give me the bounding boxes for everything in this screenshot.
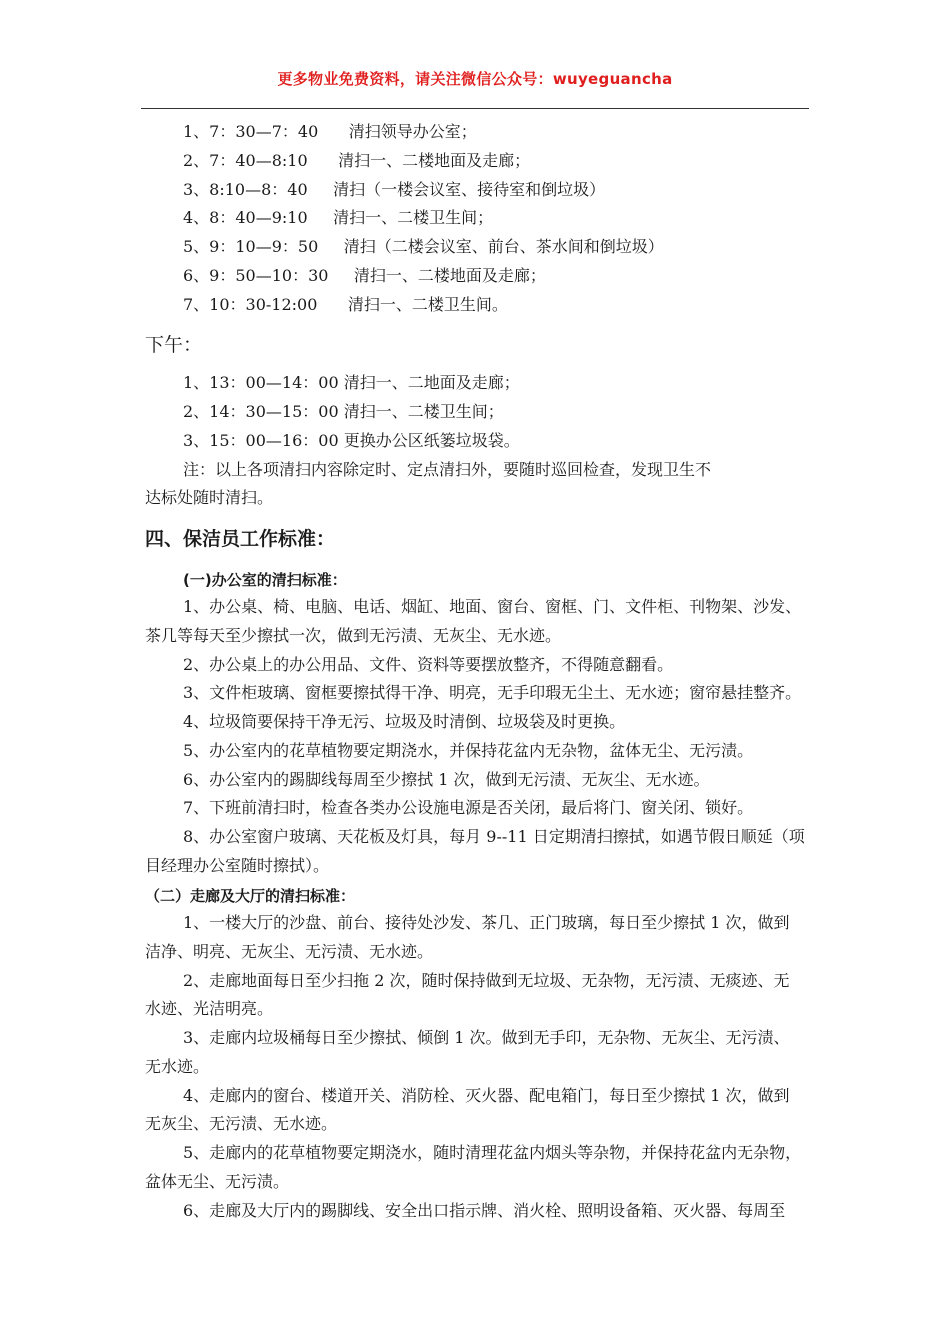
morning-schedule-item: 1、7：30—7：40 清扫领导办公室；	[183, 122, 477, 141]
morning-schedule-item: 7、10：30-12:00 清扫一、二楼卫生间。	[183, 295, 508, 314]
office-standard-line: 1、办公桌、椅、电脑、电话、烟缸、地面、窗台、窗框、门、文件柜、刊物架、沙发、	[183, 597, 802, 616]
corridor-standard-line: 洁净、明亮、无灰尘、无污渍、无水迹。	[145, 942, 434, 961]
office-standard-line: 7、下班前清扫时，检查各类办公设施电源是否关闭，最后将门、窗关闭、锁好。	[183, 798, 754, 817]
morning-schedule-item: 6、9：50—10：30 清扫一、二楼地面及走廊；	[183, 266, 546, 285]
subsection-office-title: (一)办公室的清扫标准：	[183, 571, 347, 589]
corridor-standard-line: 5、走廊内的花草植物要定期浇水，随时清理花盆内烟头等杂物，并保持花盆内无杂物，	[183, 1143, 802, 1162]
office-standard-line: 5、办公室内的花草植物要定期浇水，并保持花盆内无杂物，盆体无尘、无污渍。	[183, 741, 754, 760]
corridor-standard-line: 2、走廊地面每日至少扫拖 2 次，随时保持做到无垃圾、无杂物，无污渍、无痰迹、无	[183, 971, 790, 990]
morning-schedule-item: 3、8:10—8：40 清扫（一楼会议室、接待室和倒垃圾）	[183, 180, 606, 199]
afternoon-heading: 下午：	[145, 334, 203, 356]
corridor-standard-line: 3、走廊内垃圾桶每日至少擦拭、倾倒 1 次。做到无手印，无杂物、无灰尘、无污渍、	[183, 1028, 790, 1047]
afternoon-schedule-item: 2、14：30—15：00 清扫一、二楼卫生间；	[183, 402, 504, 421]
office-standard-line: 4、垃圾筒要保持干净无污、垃圾及时清倒、垃圾袋及时更换。	[183, 712, 626, 731]
corridor-standard-line: 无水迹。	[145, 1057, 210, 1076]
office-standard-line: 3、文件柜玻璃、窗框要擦拭得干净、明亮，无手印瑕无尘土、无水迹；窗帘悬挂整齐。	[183, 683, 802, 702]
morning-schedule-item: 5、9：10—9：50 清扫（二楼会议室、前台、茶水间和倒垃圾）	[183, 237, 664, 256]
afternoon-note: 注：以上各项清扫内容除定时、定点清扫外，要随时巡回检查，发现卫生不	[183, 460, 712, 479]
office-standard-line: 8、办公室窗户玻璃、天花板及灯具，每月 9--11 日定期清扫擦拭，如遇节假日顺延（项	[183, 827, 805, 846]
page-header-promo: 更多物业免费资料，请关注微信公众号：wuyeguancha	[277, 70, 673, 88]
corridor-standard-line: 1、一楼大厅的沙盘、前台、接待处沙发、茶几、正门玻璃，每日至少擦拭 1 次，做到	[183, 913, 790, 932]
corridor-standard-line: 无灰尘、无污渍、无水迹。	[145, 1114, 338, 1133]
office-standard-line: 6、办公室内的踢脚线每周至少擦拭 1 次，做到无污渍、无灰尘、无水迹。	[183, 770, 710, 789]
afternoon-schedule-item: 1、13：00—14：00 清扫一、二地面及走廊；	[183, 373, 520, 392]
office-standard-line: 目经理办公室随时擦拭）。	[145, 856, 330, 875]
corridor-standard-line: 盆体无尘、无污渍。	[145, 1172, 290, 1191]
office-standard-line: 茶几等每天至少擦拭一次，做到无污渍、无灰尘、无水迹。	[145, 626, 562, 645]
header-divider	[141, 108, 809, 109]
afternoon-schedule-item: 3、15：00—16：00 更换办公区纸篓垃圾袋。	[183, 431, 520, 450]
morning-schedule-item: 2、7：40—8:10 清扫一、二楼地面及走廊；	[183, 151, 531, 170]
corridor-standard-line: 水迹、光洁明亮。	[145, 999, 274, 1018]
afternoon-note-cont: 达标处随时清扫。	[145, 488, 274, 507]
corridor-standard-line: 6、走廊及大厅内的踢脚线、安全出口指示牌、消火栓、照明设备箱、灭火器、每周至	[183, 1201, 786, 1220]
subsection-corridor-title: （二）走廊及大厅的清扫标准：	[145, 887, 356, 905]
office-standard-line: 2、办公桌上的办公用品、文件、资料等要摆放整齐，不得随意翻看。	[183, 655, 674, 674]
corridor-standard-line: 4、走廊内的窗台、楼道开关、消防栓、灭火器、配电箱门，每日至少擦拭 1 次，做到	[183, 1086, 790, 1105]
morning-schedule-item: 4、8：40—9:10 清扫一、二楼卫生间；	[183, 208, 494, 227]
section-4-title: 四、保洁员工作标准：	[145, 528, 336, 550]
